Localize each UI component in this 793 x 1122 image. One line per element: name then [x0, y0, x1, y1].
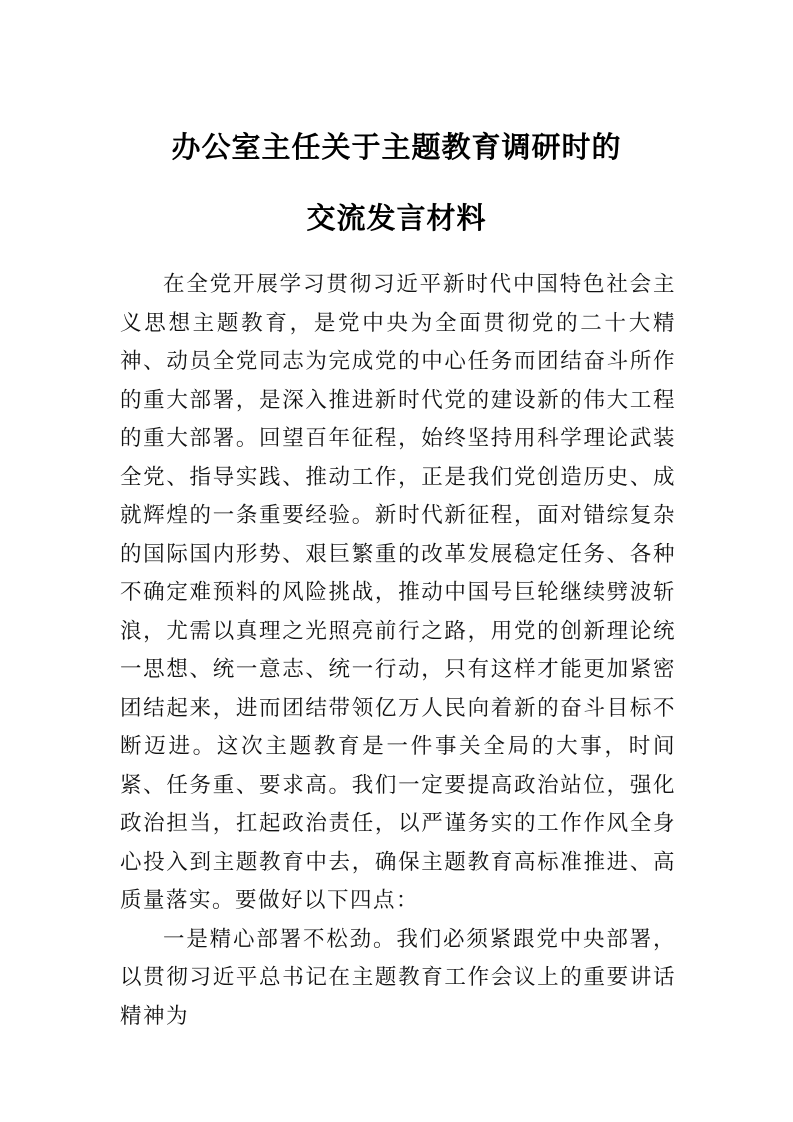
paragraph-point-one: 一是精心部署不松劲。我们必须紧跟党中央部署，以贯彻习近平总书记在主题教育工作会议上的重要讲话精神为 — [120, 926, 676, 1029]
paragraph-intro: 在全党开展学习贯彻习近平新时代中国特色社会主义思想主题教育，是党中央为全面贯彻党的二十大精神、动员全党同志为完成党的中心任务而团结奋斗所作的重大部署，是深入推进新时代党的建设新的伟大工程的重大部署。回望百年征程，始终坚持用科学理论武装全党、指导实践、推动工作，正是我们党创造历史、成就辉煌的一条重要经验。新时代新征程，面对错综复杂的国际国内形势、艰巨繁重的改革发展稳定任务、各种不确定难预料的风险挑战，推动中国号巨轮继续劈波斩浪，尤需以真理之光照亮前行之路，用党的创新理论统一思想、统一意志、统一行动，只有这样才能更加紧密团结起来，进而团结带领亿万人民向着新的奋斗目标不断迈进。这次主题教育是一件事关全局的大事，时间紧、任务重、要求高。我们一定要提高政治站位，强化政治担当，扛起政治责任，以严谨务实的工作作风全身心投入到主题教育中去，确保主题教育高标准推进、高质量落实。要做好以下四点： — [120, 272, 676, 913]
document-body — [120, 266, 676, 1036]
document-title-line-2: 交流发言材料 — [306, 201, 487, 235]
document-title-line-1: 办公室主任关于主题教育调研时的 — [171, 130, 622, 164]
